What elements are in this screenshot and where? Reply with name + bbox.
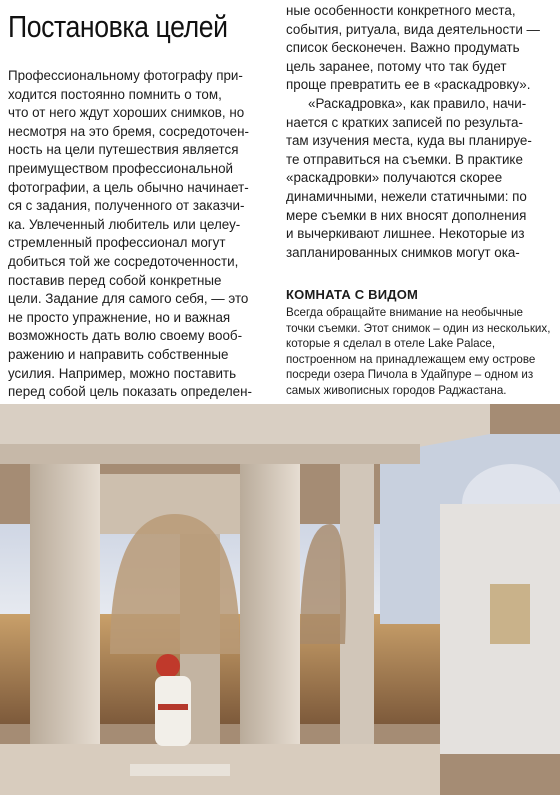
text-line: стремленный профессионал могут [8,235,226,251]
text-line: ные особенности конкретного места, [286,3,516,18]
caption-line: которые я сделал в отеле Lake Palace, [286,337,496,351]
text-line: ся с задания, полученного от заказчи- [8,198,245,214]
text-line: ходится постоянно помнить о том, [8,86,222,102]
text-line: поставив перед собой конкретные [8,272,222,288]
text-line: усилия. Например, можно поставить [8,365,237,381]
text-line: добиться той же сосредоточенности, [8,253,239,269]
caption-line: самых живописных городов Раджастана. [286,383,507,397]
text-line: и вычеркивают лишнее. Некоторые из [286,226,525,242]
text-line: там изучения места, куда вы планируе- [286,133,532,149]
text-line: ражению и направить собственные [8,346,229,362]
text-line: преимуществом профессиональной [8,160,234,176]
caption-line: посреди озера Пичола в Удайпуре – одном из [286,368,534,382]
caption-heading: КОМНАТА С ВИДОМ [286,287,419,302]
page-title: Постановка целей [8,9,228,44]
text-line: «раскадровки» получаются скорее [286,170,503,186]
text-line: проще превратить ее в «раскадровку». [286,77,531,93]
text-line: запланированных снимков могут ока- [286,244,520,260]
text-line: динамичными, нежели статичными: по [286,188,527,204]
text-line: цель заранее, потому что так будет [286,58,507,74]
text-line: возможность дать волю своему вооб- [8,328,243,344]
caption-line: Всегда обращайте внимание на необычные [286,306,523,319]
text-line: несмотря на это бремя, сосредоточен- [8,123,249,139]
right-text-column [286,2,554,262]
left-text-column [8,67,270,402]
text-line: события, ритуала, вида деятельности — [286,21,540,37]
text-line: ность на цели путешествия является [8,142,239,158]
pavilion-photo [0,404,560,795]
text-line: фотографии, а цель обычно начинает- [8,179,249,195]
text-line: что от него ждут хороших снимков, но [8,105,245,121]
text-line: «Раскадровка», как правило, начи- [308,95,527,111]
photo-caption [286,305,550,399]
text-line: нается с кратких записей по результа- [286,114,523,130]
caption-line: построенном на принадлежащем ему острове [286,352,536,366]
text-line: не просто упражнение, но и важная [8,309,231,325]
text-line: перед собой цель показать определен- [8,384,252,400]
text-line: мере съемки в них вносят дополнения [286,207,527,223]
caption-line: точки съемки. Этот снимок – один из нескольких, [286,321,551,335]
text-line: список бесконечен. Важно продумать [286,40,520,56]
text-line: Профессиональному фотографу при- [8,68,243,83]
text-line: те отправиться на съемки. В практике [286,151,523,167]
text-line: цели. Задание для самого себя, — это [8,291,249,307]
text-line: ка. Увлеченный любитель или целеу- [8,216,241,232]
